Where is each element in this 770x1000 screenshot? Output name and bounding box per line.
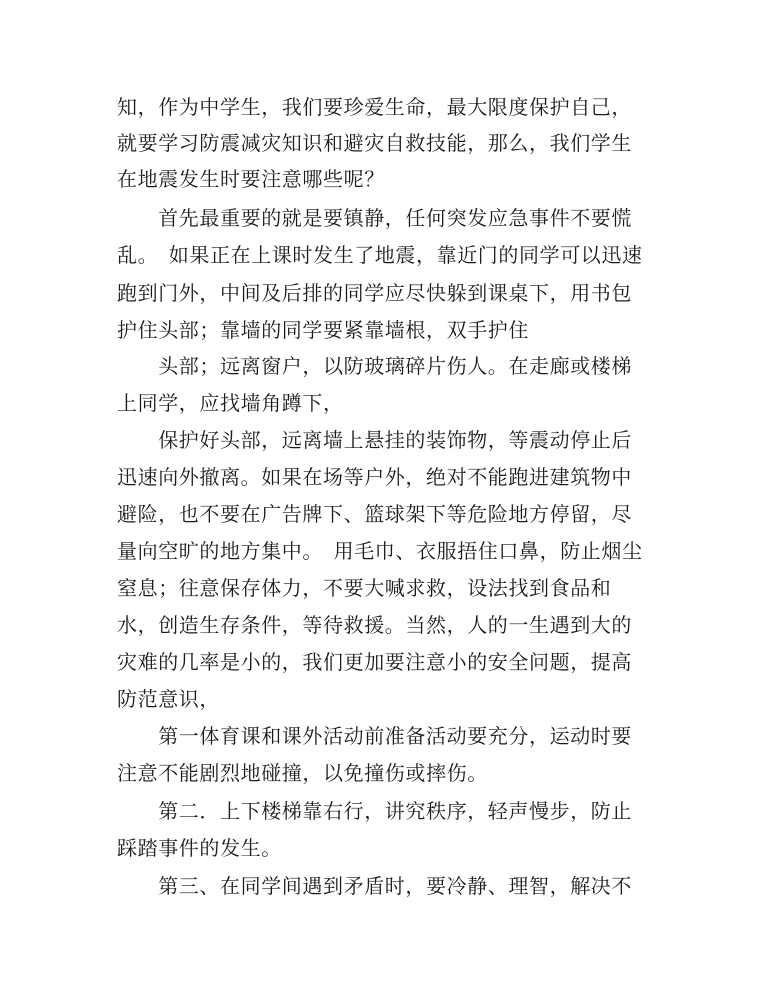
text-line: 头部；远离窗户，以防玻璃碎片伤人。在走廊或楼梯 — [117, 354, 632, 378]
text-line: 避险，也不要在广告牌下、篮球架下等危险地方停留，尽 — [117, 502, 632, 526]
text-line: 乱。 如果正在上课时发生了地震，靠近门的同学可以迅速 — [117, 243, 643, 267]
text-line: 知，作为中学生，我们要珍爱生命，最大限度保护自己， — [117, 95, 632, 119]
text-line: 踩踏事件的发生。 — [117, 836, 282, 860]
text-line: 就要学习防震减灾知识和避灾自救技能，那么，我们学生 — [117, 131, 632, 155]
text-line: 第一体育课和课外活动前准备活动要充分，运动时要 — [117, 724, 632, 748]
text-line: 护住头部；靠墙的同学要紧靠墙根，双手护住 — [117, 318, 529, 342]
text-line: 窒息；往意保存体力，不要大喊求救，设法找到食品和 — [117, 576, 612, 600]
text-line: 迅速向外撤离。如果在场等户外，绝对不能跑进建筑物中 — [117, 465, 632, 489]
text-line: 跑到门外，中间及后排的同学应尽快躲到课桌下，用书包 — [117, 281, 632, 305]
text-line: 第三、在同学间遇到矛盾时，要冷静、理智，解决不 — [117, 874, 632, 898]
text-line: 首先最重要的就是要镇静，任何突发应急事件不要慌 — [117, 206, 632, 230]
text-line: 上同学，应找墙角蹲下， — [117, 391, 344, 415]
text-line: 量向空旷的地方集中。 用毛巾、衣服捂住口鼻，防止烟尘 — [117, 539, 643, 563]
text-line: 保护好头部，远离墙上悬挂的装饰物，等震动停止后 — [117, 428, 632, 452]
text-line: 水，创造生存条件，等待救援。当然，人的一生遇到大的 — [117, 613, 632, 637]
text-line: 在地震发生时要注意哪些呢？ — [117, 167, 385, 191]
text-line: 防范意识， — [117, 687, 220, 711]
text-line: 第二．上下楼梯靠右行，讲究秩序，轻声慢步，防止 — [117, 799, 632, 823]
text-line: 灾难的几率是小的，我们更加要注意小的安全问题，提高 — [117, 650, 632, 674]
text-line: 注意不能剧烈地碰撞，以免撞伤或摔伤。 — [117, 761, 488, 785]
